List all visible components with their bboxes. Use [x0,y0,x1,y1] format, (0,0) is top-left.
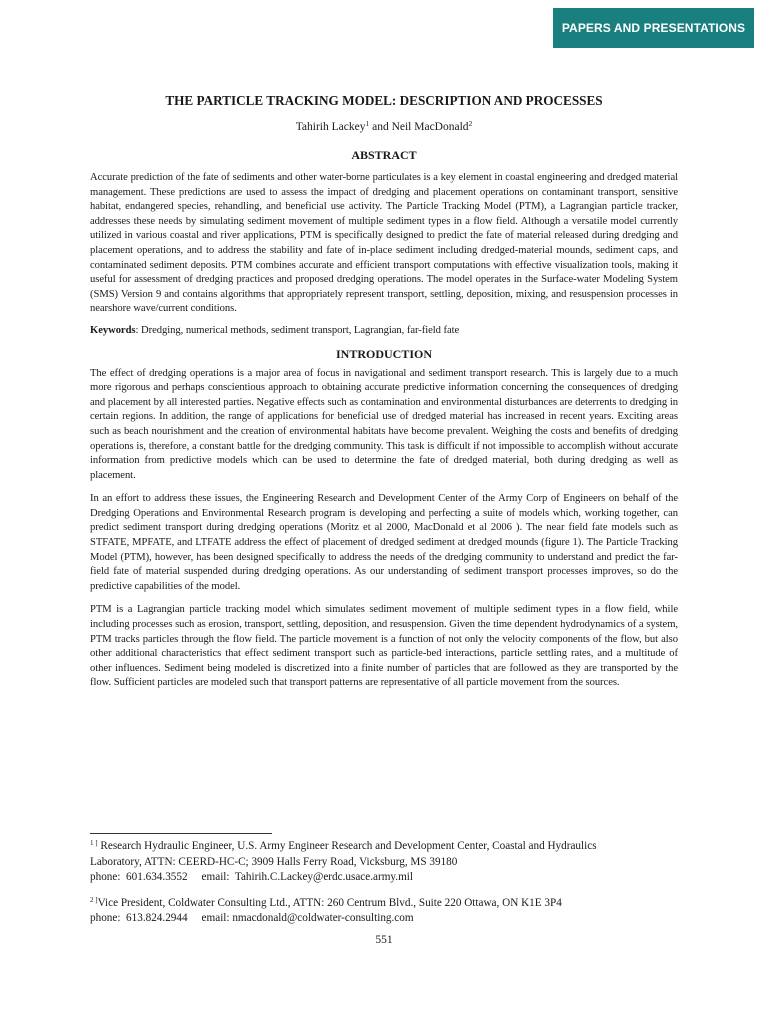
author-line [90,119,678,135]
footnote-2-marker: 2 ] [90,895,98,904]
intro-paragraph-1: The effect of dredging operations is a major area of focus in navigational and sediment transport research. This is largely due to a much more rigorous and perhaps conscientious approach to obtaining accurate predictive information concerning the consequences of dredging and placement by all interested parties. Negative effects such as contamination and environmental disturbances are deterrents to dredging in certain regions. In addition, the range of applications for beneficial use of dredged material has increased in recent years. Exciting areas such as beach nourishment and the creation of environmental habitats have become prevalent. Weighing the costs and benefits of dredging operations is, therefore, a constant battle for the dredging community. This task is difficult if not impossible to accomplish without accurate information from predictive models which can be used to determine the fate of dredged material, both during dredging as well as placement. [90,367,678,481]
footnote-2-contact: phone: 613.824.2944 email: nmacdonald@coldwater-consulting.com [90,912,414,924]
section-badge: PAPERS AND PRESENTATIONS [553,8,754,48]
author-2-footnote-mark: 2 [468,119,473,128]
intro-paragraph-3: PTM is a Lagrangian particle tracking model which simulates sediment movement of multiple sediment types in a flow field, while including processes such as erosion, transport, settling, deposition, and resuspension. Given the time dependent hydrodynamics of a system, PTM tracks particles through the flow field. The particle movement is a function of not only the velocity components of the flow, but also other additional characteristics that effect sediment transport such as particle-bed interactions, particle settling rates, and a multitude of other influences. Sediment being modeled is discretized into a finite number of particles that are followed as they are transported by the flow. Sufficient particles are modeled such that transport patterns are representative of all particle movement from the sources. [90,604,678,689]
keywords-label: Keywords [90,324,136,336]
keywords-text: : Dredging, numerical methods, sediment transport, Lagrangian, far-field fate [135,324,460,336]
footnote-1 [90,839,678,886]
keywords-line [90,324,678,339]
page-number: 551 [375,934,393,946]
footnote-1-affiliation: Research Hydraulic Engineer, U.S. Army Engineer Research and Development Center, Coastal and Hydraulics [100,840,597,852]
author-2: Neil MacDonald [391,121,469,133]
footnotes [90,833,678,927]
introduction-heading: INTRODUCTION [335,346,432,361]
paper-title: THE PARTICLE TRACKING MODEL: DESCRIPTION AND PROCESSES [165,93,603,108]
author-conjunction: and [369,121,392,133]
footnote-1-marker: 1 ] [90,839,98,847]
footnote-1-line-1 [90,839,678,855]
paper-body [90,92,678,691]
footnote-2 [90,896,678,927]
footnote-1-line-2: Laboratory, ATTN: CEERD-HC-C; 3909 Halls Ferry Road, Vicksburg, MS 39180 [90,855,458,868]
footnote-1-contact: phone: 601.634.3552 email: Tahirih.C.Lackey@erdc.usace.army.mil [90,871,413,883]
footnote-2-affiliation: Vice President, Coldwater Consulting Ltd., ATTN: 260 Centrum Blvd., Suite 220 Ottawa, ON K1E 3P4 [97,896,562,909]
abstract-text: Accurate prediction of the fate of sediments and other water-borne particulates is a key element in coastal engineering and dredged material management. These predictions are used to assess the impact of dredging and placement operations on contaminant transport, sensitive habitat, endangered species, rehandling, and beneficial use activity. The Particle Tracking Model (PTM), a Lagrangian particle tracker, addresses these needs by simulating sediment movement of multiple sediment types in a flow field. Although a versatile model currently utilized in various coastal and river applications, PTM is specifically designed to predict the fate of material released during dredging and placement operations, and to address the stability and fate of in-place sediment including dredged-material mounds, sediment caps, and contaminated sediment deposits. PTM combines accurate and efficient transport computations with effective visualization tools, making it useful for assessment of dredging practices and proposed dredging operations. The model operates in the Surface-water Modeling System (SMS) Version 9 and contains algorithms that appropriately represent transport, settling, deposition, mixing, and resuspension processes in nearshore wave/current conditions. [90,172,678,315]
footnote-2-line-1 [90,896,678,912]
intro-paragraph-2: In an effort to address these issues, the Engineering Research and Development Center of the Army Corp of Engineers on behalf of the Dredging Operations and Environmental Research program is developing and perfecting a suite of models which, working together, can predict sediment transport during dredging operations (Moritz et al 2000, MacDonald et al 2006 ). The near field fate models such as STFATE, MPFATE, and LTFATE address the effect of placement of dredged sediment at dredged mounds (figure 1). The Particle Tracking Model (PTM), however, has been designed specifically to address the needs of the dredging community to understand and predict the far-field fate of material suspended during dredging operations. As our understanding of sediment transport processes improves, so do the predictive capabilities of the model. [90,493,678,592]
author-1: Tahirih Lackey [295,121,366,133]
footnote-rule [90,833,272,834]
abstract-heading: ABSTRACT [351,148,417,162]
author-1-footnote-mark: 1 [365,119,370,128]
